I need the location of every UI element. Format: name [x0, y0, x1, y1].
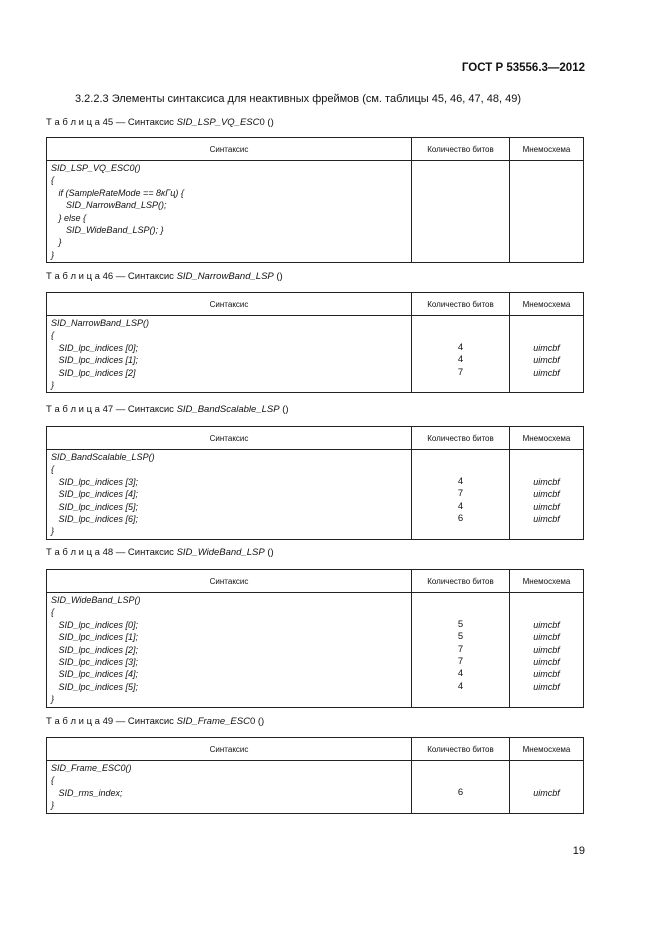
- bits-value: [412, 317, 509, 329]
- bits-cell: [412, 593, 510, 708]
- bits-value: 4: [457, 668, 464, 680]
- mnemonic-cell: [510, 161, 584, 263]
- table-header-row: [47, 138, 584, 161]
- document-header: ГОСТ Р 53556.3—2012: [461, 62, 585, 74]
- mnemonic-value: uimcbf: [533, 355, 560, 366]
- mnemonic-value: uimcbf: [533, 787, 560, 798]
- mnemonic-cell: [510, 593, 584, 708]
- code-line: SID_BandScalable_LSP(): [51, 452, 155, 462]
- bits-value: 6: [457, 786, 464, 798]
- caption-name: SID_LSP_VQ_ESC: [176, 117, 260, 128]
- mnemonic-value: [510, 774, 583, 786]
- bits-value: [412, 174, 509, 186]
- syntax-cell: [47, 161, 412, 263]
- column-header-syntax: Синтаксис: [47, 138, 412, 161]
- mnemonic-value: uimcbf: [533, 501, 560, 512]
- code-line: {: [51, 330, 55, 341]
- column-header-mnemonic: Мнемосхема: [510, 738, 584, 761]
- caption-suffix: (): [279, 404, 289, 415]
- mnemonic-value: [510, 249, 583, 261]
- code-line: SID_lpc_indices [3];: [51, 657, 139, 668]
- table-caption: [46, 404, 289, 415]
- bits-value: [412, 762, 509, 774]
- code-line: }: [51, 800, 55, 811]
- table-caption: [46, 117, 274, 128]
- column-header-mnemonic: Мнемосхема: [510, 427, 584, 450]
- bits-value: 4: [457, 680, 464, 692]
- table-body-row: [47, 761, 584, 814]
- bits-value: 4: [457, 475, 464, 487]
- table-caption: [46, 271, 283, 282]
- mnemonic-value: uimcbf: [533, 513, 560, 524]
- mnemonic-value: [510, 317, 583, 329]
- caption-name: SID_Frame_ESC: [176, 716, 250, 727]
- code-line: {: [51, 464, 55, 475]
- syntax-table: [46, 137, 584, 263]
- mnemonic-value: [510, 329, 583, 341]
- code-line: }: [51, 237, 62, 248]
- code-line: SID_NarrowBand_LSP(): [51, 318, 150, 328]
- code-line: if (SampleRateMode == 8кГц) {: [51, 187, 184, 198]
- column-header-bits: Количество битов: [412, 570, 510, 593]
- bits-cell: [412, 161, 510, 263]
- column-header-syntax: Синтаксис: [47, 427, 412, 450]
- table-header-row: [47, 738, 584, 761]
- bits-value: [412, 236, 509, 248]
- mnemonic-value: uimcbf: [533, 367, 560, 378]
- caption-suffix: 0 (): [259, 117, 274, 128]
- caption-prefix: Т а б л и ц а 48 — Синтаксис: [46, 547, 177, 558]
- mnemonic-value: [510, 693, 583, 705]
- column-header-mnemonic: Мнемосхема: [510, 138, 584, 161]
- table-caption: [46, 716, 264, 727]
- caption-prefix: Т а б л и ц а 47 — Синтаксис: [46, 404, 177, 415]
- code-line: SID_lpc_indices [2];: [51, 644, 139, 655]
- bits-value: [412, 379, 509, 391]
- mnemonic-value: [510, 224, 583, 236]
- bits-value: 5: [457, 618, 464, 630]
- code-line: SID_lpc_indices [3];: [51, 476, 139, 487]
- mnemonic-value: uimcbf: [533, 476, 560, 487]
- table-header-row: [47, 570, 584, 593]
- mnemonic-value: uimcbf: [533, 644, 560, 655]
- bits-value: [412, 451, 509, 463]
- syntax-cell: [47, 761, 412, 814]
- syntax-table: [46, 737, 584, 814]
- syntax-table: [46, 569, 584, 708]
- caption-prefix: Т а б л и ц а 46 — Синтаксис: [46, 271, 177, 282]
- caption-suffix: (): [273, 271, 283, 282]
- code-line: SID_WideBand_LSP(); }: [51, 225, 164, 236]
- bits-value: [412, 594, 509, 606]
- mnemonic-value: [510, 799, 583, 811]
- column-header-syntax: Синтаксис: [47, 570, 412, 593]
- bits-value: [412, 212, 509, 224]
- column-header-syntax: Синтаксис: [47, 738, 412, 761]
- table-body-row: [47, 593, 584, 708]
- code-line: SID_lpc_indices [2]: [51, 367, 136, 378]
- mnemonic-value: uimcbf: [533, 669, 560, 680]
- column-header-bits: Количество битов: [412, 293, 510, 316]
- mnemonic-value: uimcbf: [533, 342, 560, 353]
- mnemonic-value: [510, 594, 583, 606]
- code-line: SID_WideBand_LSP(): [51, 595, 141, 605]
- bits-value: [412, 525, 509, 537]
- code-line: }: [51, 249, 55, 260]
- mnemonic-value: [510, 212, 583, 224]
- mnemonic-value: [510, 187, 583, 199]
- bits-value: [412, 774, 509, 786]
- code-line: } else {: [51, 212, 87, 223]
- code-line: SID_NarrowBand_LSP();: [51, 200, 167, 211]
- table-body-row: [47, 316, 584, 393]
- column-header-bits: Количество битов: [412, 427, 510, 450]
- bits-value: [412, 329, 509, 341]
- mnemonic-value: [510, 199, 583, 211]
- mnemonic-value: uimcbf: [533, 489, 560, 500]
- bits-value: [412, 199, 509, 211]
- table-caption: [46, 547, 274, 558]
- table-body-row: [47, 450, 584, 540]
- table-header-row: [47, 293, 584, 316]
- section-title: 3.2.2.3 Элементы синтаксиса для неактивных фреймов (см. таблицы 45, 46, 47, 48, 49): [75, 93, 521, 105]
- code-line: }: [51, 380, 55, 391]
- caption-prefix: Т а б л и ц а 45 — Синтаксис: [46, 117, 177, 128]
- bits-value: [412, 799, 509, 811]
- caption-name: SID_WideBand_LSP: [176, 547, 265, 558]
- bits-value: 5: [457, 631, 464, 643]
- code-line: }: [51, 526, 55, 537]
- table-header-row: [47, 427, 584, 450]
- code-line: SID_lpc_indices [5];: [51, 681, 139, 692]
- code-line: SID_lpc_indices [1];: [51, 632, 139, 643]
- code-line: SID_lpc_indices [5];: [51, 501, 139, 512]
- syntax-cell: [47, 593, 412, 708]
- code-line: SID_lpc_indices [4];: [51, 489, 139, 500]
- bits-value: [412, 224, 509, 236]
- caption-name: SID_BandScalable_LSP: [176, 404, 280, 415]
- mnemonic-value: uimcbf: [533, 619, 560, 630]
- mnemonic-value: [510, 762, 583, 774]
- bits-value: [412, 249, 509, 261]
- column-header-syntax: Синтаксис: [47, 293, 412, 316]
- code-line: {: [51, 775, 55, 786]
- bits-value: 4: [457, 500, 464, 512]
- code-line: SID_lpc_indices [0];: [51, 342, 139, 353]
- code-line: SID_lpc_indices [0];: [51, 619, 139, 630]
- mnemonic-value: [510, 451, 583, 463]
- bits-cell: [412, 761, 510, 814]
- code-line: }: [51, 694, 55, 705]
- mnemonic-value: [510, 606, 583, 618]
- bits-value: 7: [457, 655, 464, 667]
- column-header-bits: Количество битов: [412, 138, 510, 161]
- mnemonic-cell: [510, 316, 584, 393]
- bits-value: [412, 187, 509, 199]
- code-line: SID_Frame_ESC0(): [51, 763, 132, 773]
- bits-value: [412, 693, 509, 705]
- table-body-row: [47, 161, 584, 263]
- mnemonic-value: [510, 162, 583, 174]
- mnemonic-value: uimcbf: [533, 681, 560, 692]
- mnemonic-value: [510, 379, 583, 391]
- bits-cell: [412, 316, 510, 393]
- mnemonic-cell: [510, 450, 584, 540]
- mnemonic-value: [510, 236, 583, 248]
- caption-suffix: 0 (): [249, 716, 265, 727]
- syntax-table: [46, 292, 584, 393]
- code-line: SID_rms_index;: [51, 787, 123, 798]
- code-line: SID_lpc_indices [1];: [51, 355, 139, 366]
- bits-value: 7: [457, 366, 464, 378]
- bits-cell: [412, 450, 510, 540]
- bits-value: 4: [457, 354, 464, 366]
- column-header-bits: Количество битов: [412, 738, 510, 761]
- caption-prefix: Т а б л и ц а 49 — Синтаксис: [46, 716, 177, 727]
- code-line: SID_LSP_VQ_ESC0(): [51, 163, 141, 173]
- syntax-table: [46, 426, 584, 540]
- page-number: 19: [572, 845, 585, 857]
- mnemonic-value: uimcbf: [533, 632, 560, 643]
- code-line: {: [51, 607, 55, 618]
- mnemonic-value: [510, 174, 583, 186]
- caption-suffix: (): [264, 547, 274, 558]
- bits-value: [412, 162, 509, 174]
- bits-value: 7: [457, 643, 464, 655]
- code-line: {: [51, 175, 55, 186]
- bits-value: [412, 463, 509, 475]
- mnemonic-value: [510, 463, 583, 475]
- bits-value: 7: [457, 488, 464, 500]
- mnemonic-value: uimcbf: [533, 656, 560, 667]
- column-header-mnemonic: Мнемосхема: [510, 293, 584, 316]
- code-line: SID_lpc_indices [6];: [51, 514, 139, 525]
- bits-value: 4: [457, 341, 464, 353]
- syntax-cell: [47, 316, 412, 393]
- bits-value: 6: [457, 512, 464, 524]
- column-header-mnemonic: Мнемосхема: [510, 570, 584, 593]
- syntax-cell: [47, 450, 412, 540]
- caption-name: SID_NarrowBand_LSP: [176, 271, 274, 282]
- mnemonic-value: [510, 525, 583, 537]
- bits-value: [412, 606, 509, 618]
- mnemonic-cell: [510, 761, 584, 814]
- code-line: SID_lpc_indices [4];: [51, 669, 139, 680]
